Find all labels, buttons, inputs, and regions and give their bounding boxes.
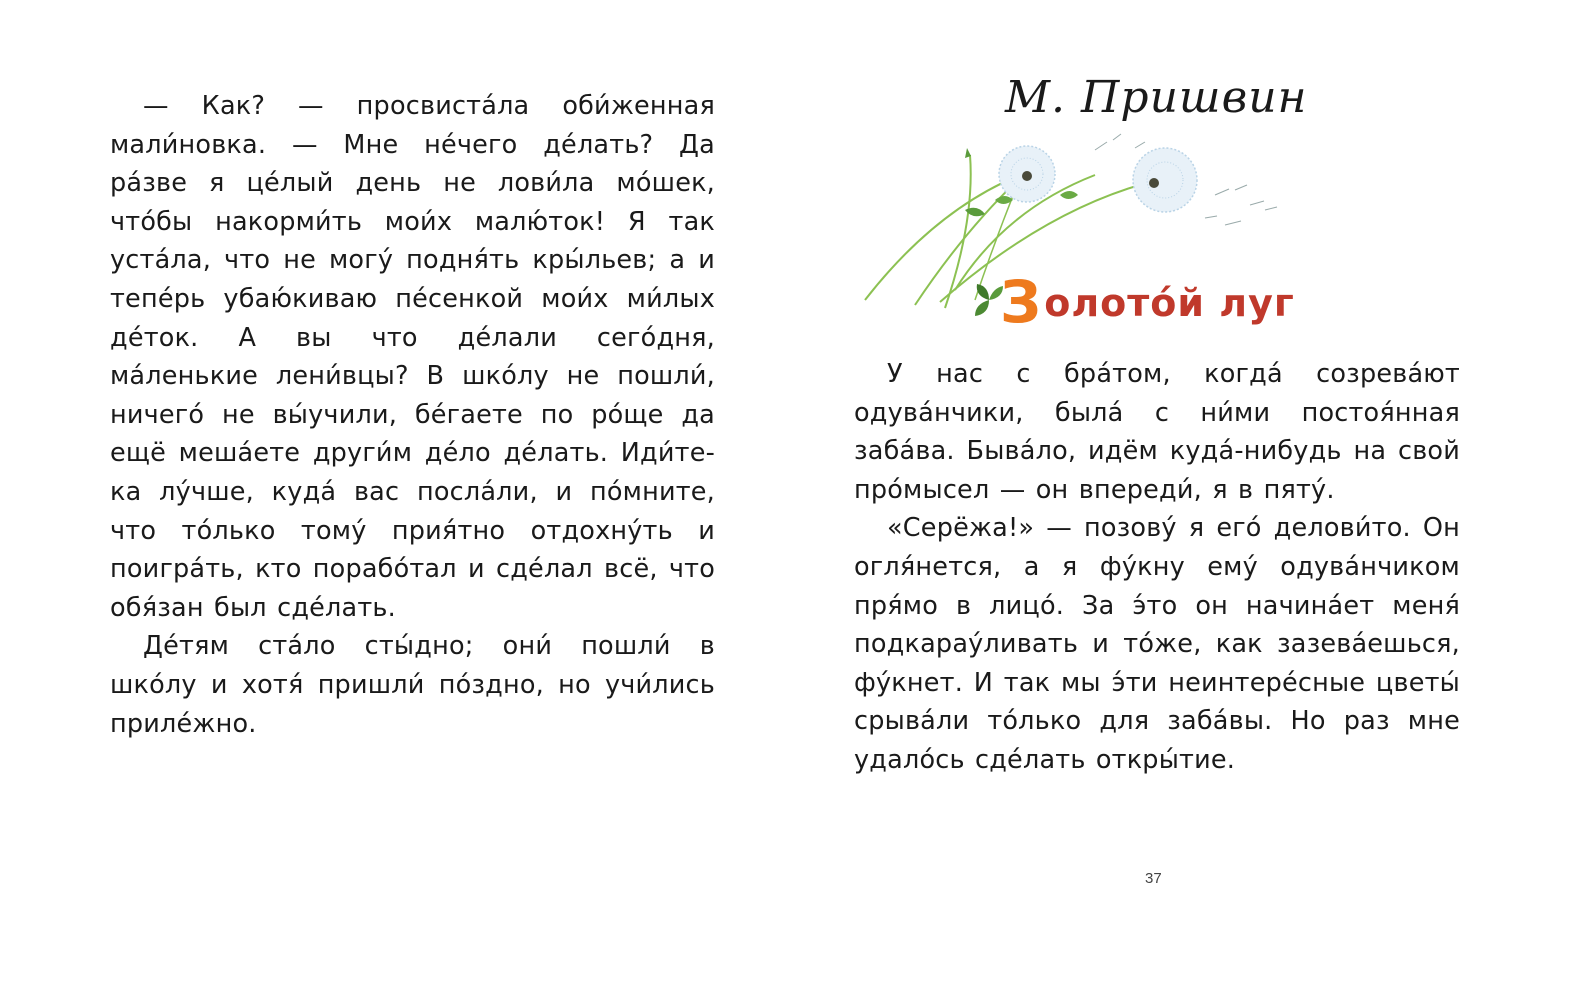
title-drop-cap: З	[1000, 268, 1043, 336]
paragraph: Де́тям ста́ло сты́дно; они́ пошли́ в шко́лу и хотя́ пришли́ по́здно, но учи́лись приле́жно.	[110, 631, 715, 739]
paragraph: «Серёжа!» — позову́ я его́ делови́то. Он огля́нется, а я фу́кну ему́ одува́нчиком пря́мо в лицо́. За э́то он начина́ет меня́ подкарау́ливать и то́же, как зазева́ешься, фу́кнет. И так мы э́ти неинтере́сные цветы́ срыва́ли то́лько для заба́вы. Но раз мне удало́сь сде́лать откры́тие.	[854, 513, 1460, 775]
left-page-text	[110, 87, 715, 743]
author-name: М. Пришвин	[1005, 72, 1308, 123]
paragraph: У нас с бра́том, когда́ созрева́ют одува́нчики, была́ с ни́ми постоя́нная заба́ва. Быва́ло, идём куда́-нибудь на свой про́мысел — он впереди́, я в пяту́.	[854, 359, 1460, 505]
dandelion-seed-head-icon	[999, 146, 1055, 202]
story-title	[1000, 262, 1295, 336]
right-page	[795, 0, 1591, 985]
paragraph: — Как? — просвиста́ла оби́женная мали́новка. — Мне не́чего де́лать? Да ра́зве я це́лый день не лови́ла мо́шек, что́бы накорми́ть мои́х малю́ток! Я так уста́ла, что не могу́ подня́ть кры́льев; а и тепе́рь убаю́киваю пе́сенкой мои́х ми́лых де́ток. А вы что де́лали сего́дня, ма́ленькие лени́вцы? В шко́лу не пошли́, ничего́ не вы́учили, бе́гаете по ро́ще да ещё меша́ете други́м де́ло де́лать. Иди́те-ка лу́чше, куда́ вас посла́ли, и по́мните, что то́лько тому́ прия́тно отдохну́ть и поигра́ть, кто порабо́тал и сде́лал всё, что обя́зан был сде́лать.	[110, 91, 715, 623]
title-text: олото́й луг	[1044, 281, 1295, 325]
left-page	[0, 0, 795, 985]
page-number: 37	[1145, 870, 1162, 887]
dandelion-seed-head-icon	[1133, 148, 1197, 212]
right-page-text	[854, 355, 1460, 780]
